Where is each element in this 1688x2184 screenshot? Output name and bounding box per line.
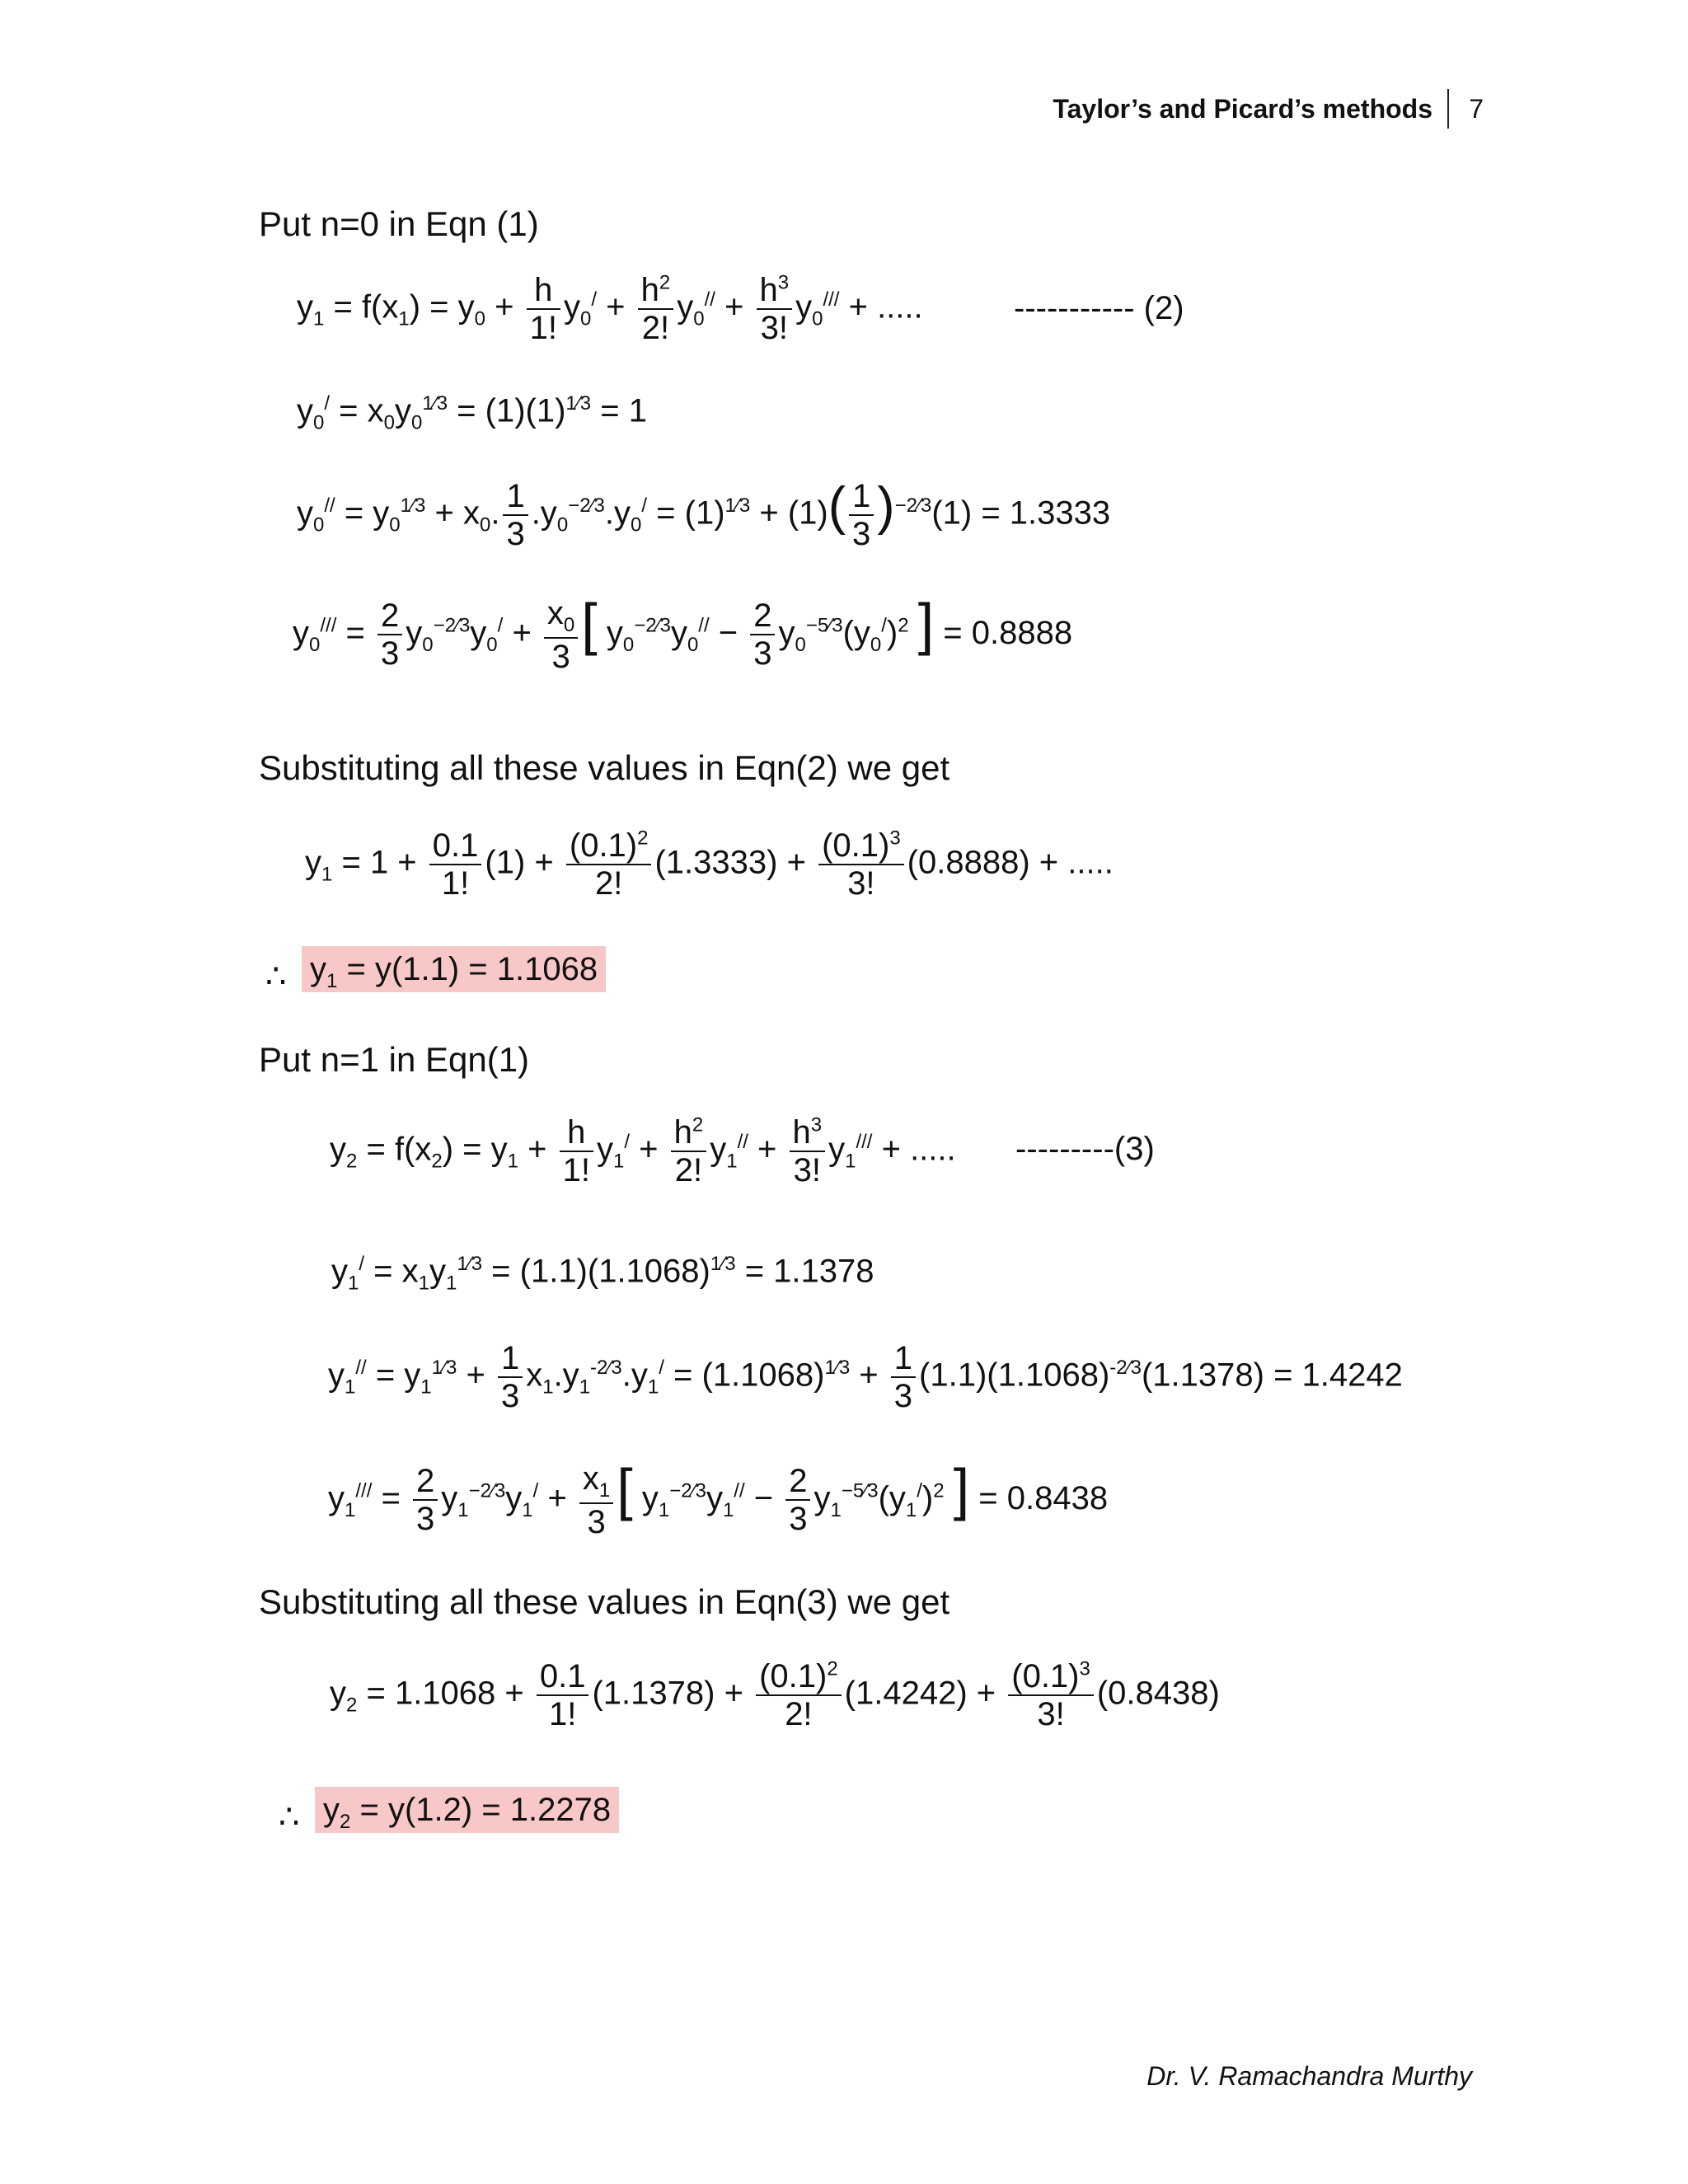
section2-equation-main: $y_2 = f(x_2) = y_1$ + $\frac{h}{1!}$ $y_1^/$ + $\frac{h^2}{2!}$ $y_1^{//}$ + $\frac{h^3}{3!}$ $y_1^{///}$ + ..... xyxy=(330,1113,956,1188)
section2-y1-double-prime: $y_1^{//} = y_1^{1⁄3}$ + $\frac{1}{3}$ $x_1.y_1^{-2⁄3}.y_1^/ = (1.1068)^{1⁄3}$ + $\frac{1}{3}$ $(1.1)(1.1068)^{-2⁄3}(1.1378) = 1.4242$ xyxy=(328,1340,1403,1414)
footer-author: Dr. V. Ramachandra Murthy xyxy=(1146,2061,1472,2091)
section2-substitution-text: Substituting all these values in Eqn(3) we get xyxy=(259,1582,950,1621)
section2-substitution: $y_2 = 1.1068$ + $\frac{0.1}{1!}$ (1.1378) + $\frac{(0.1)^2}{2!}$ (1.4242) + $\frac{(0.1)^3}{3!}$ (0.8438) xyxy=(330,1657,1220,1732)
equation-tag-3: ---------(3) xyxy=(1015,1131,1155,1167)
section1-result: $y_1 = y(1.1) = 1.1068$ xyxy=(302,953,606,991)
page-number: 7 xyxy=(1469,94,1484,124)
section2-y1-prime: $y_1^/ = x_1y_1^{1⁄3} = (1.1)(1.1068)^{1⁄3} = 1.1378$ xyxy=(331,1253,874,1295)
therefore-symbol-2: ∴ xyxy=(279,1799,300,1835)
therefore-symbol: ∴ xyxy=(265,958,287,995)
section1-y0-double-prime: $y_0^{//} = y_0^{1⁄3} + x_0$. $\frac{1}{3}$ $.y_0^{-2⁄3}.y_0^/ = (1)^{1⁄3} + (1)$( $\frac{1}{3}$ )$^{-2⁄3}$(1) = 1.3333 xyxy=(297,476,1111,552)
page-header xyxy=(989,89,1484,135)
header-divider xyxy=(1447,89,1449,129)
section1-y0-triple-prime: $y_0^{///}$ = $\frac{2}{3}$ $y_0^{-2⁄3}y_0^/$ + $\frac{x_0}{3}$ [ $y_0^{-2⁄3}y_0^{//}$ − $\frac{2}{3}$ $y_0^{-5⁄3}(y_0^/)^2$ ] = 0.8888 xyxy=(293,592,1073,675)
s1-eq-main-text xyxy=(0,0,1,1)
section2-y1-triple-prime: $y_1^{///}$ = $\frac{2}{3}$ $y_1^{-2⁄3}y_1^/$ + $\frac{x_1}{3}$ [ $y_1^{-2⁄3}y_1^{//}$ − $\frac{2}{3}$ $y_1^{-5⁄3}(y_1^/)^2$ ] = 0.8438 xyxy=(328,1457,1109,1540)
section1-substitution-text: Substituting all these values in Eqn(2) we get xyxy=(259,748,950,787)
equation-tag-2: ----------- (2) xyxy=(1014,290,1184,326)
section1-intro: Put n=0 in Eqn (1) xyxy=(259,204,539,243)
section2-intro: Put n=1 in Eqn(1) xyxy=(259,1040,530,1079)
section2-result: $y_2 = y(1.2) = 1.2278$ xyxy=(315,1793,619,1832)
section1-equation-main: $y_1 = f(x_1) = y_0$ + $\frac{h}{1!}$ $y_0^/$ + $\frac{h^2}{2!}$ $y_0^{//}$ + $\frac{h^3}{3!}$ $y_0^{///}$ + ..... xyxy=(297,271,923,346)
section1-substitution: $y_1 = 1$ + $\frac{0.1}{1!}$ (1) + $\frac{(0.1)^2}{2!}$ (1.3333) + $\frac{(0.1)^3}{3!}$ (0.8888) + ..... xyxy=(305,827,1114,902)
header-title: Taylor’s and Picard’s methods xyxy=(1053,94,1432,124)
section1-y0-prime: $y_0^/ = x_0y_0^{1⁄3} = (1)(1)^{1⁄3} = 1$ xyxy=(297,392,647,434)
